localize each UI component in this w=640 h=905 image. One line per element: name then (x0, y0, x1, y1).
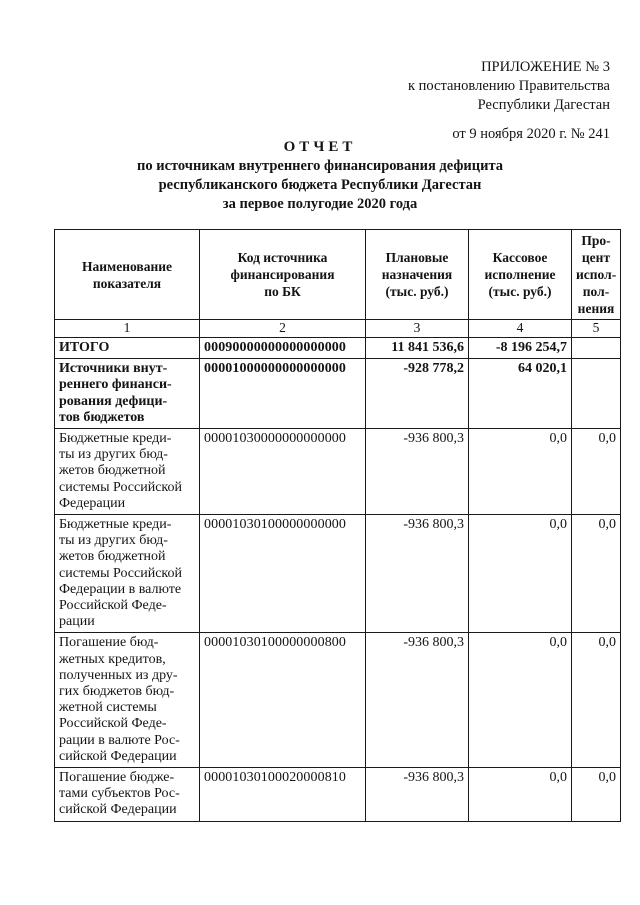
report-subtitle-2: республиканского бюджета Республики Дагестан (158, 177, 482, 193)
column-number: 3 (366, 320, 469, 338)
table-row-total (55, 338, 621, 359)
row-planned: -936 800,3 (366, 429, 469, 515)
row-name: Погашение бюдже- тами субъектов Рос- сийской Федерации (55, 768, 200, 822)
report-subtitle-3: за первое полугодие 2020 года (222, 196, 418, 212)
row-name: ИТОГО (55, 338, 200, 359)
header-percent: Про- цент испол- пол- нения (572, 230, 621, 320)
row-code: 00090000000000000000 (200, 338, 366, 359)
row-planned: -936 800,3 (366, 633, 469, 768)
row-executed: -8 196 254,7 (469, 338, 572, 359)
column-number-row (55, 320, 621, 338)
table-row (55, 429, 621, 515)
row-percent (572, 338, 621, 359)
row-executed: 64 020,1 (469, 359, 572, 429)
row-planned: -928 778,2 (366, 359, 469, 429)
report-title-block (60, 138, 580, 214)
column-number: 5 (572, 320, 621, 338)
column-number: 1 (55, 320, 200, 338)
row-executed: 0,0 (469, 429, 572, 515)
row-name: Бюджетные креди- ты из других бюд- жетов бюджетной системы Российской Федерации в валюте Российской Феде- рации (55, 515, 200, 633)
appendix-number: ПРИЛОЖЕНИЕ № 3 (481, 59, 610, 75)
row-percent: 0,0 (572, 515, 621, 633)
row-planned: -936 800,3 (366, 768, 469, 822)
row-executed: 0,0 (469, 633, 572, 768)
column-number: 4 (469, 320, 572, 338)
column-number: 2 (200, 320, 366, 338)
row-code: 00001030100000000800 (200, 633, 366, 768)
row-code: 00001030100020000810 (200, 768, 366, 822)
table-row (55, 768, 621, 822)
row-code: 00001030100000000000 (200, 515, 366, 633)
row-executed: 0,0 (469, 515, 572, 633)
appendix-resolution: к постановлению Правительства (408, 78, 610, 94)
row-name: Бюджетные креди- ты из других бюд- жетов бюджетной системы Российской Федерации (55, 429, 200, 515)
row-percent: 0,0 (572, 768, 621, 822)
row-name: Источники внут- реннего финанси- рования дефици- тов бюджетов (55, 359, 200, 429)
row-executed: 0,0 (469, 768, 572, 822)
row-percent (572, 359, 621, 429)
row-planned: -936 800,3 (366, 515, 469, 633)
appendix-block (360, 58, 610, 144)
row-code: 00001030000000000000 (200, 429, 366, 515)
appendix-date: от 9 ноября 2020 г. № 241 (452, 126, 610, 142)
header-planned: Плановые назначения (тыс. руб.) (366, 230, 469, 320)
header-executed: Кассовое исполнение (тыс. руб.) (469, 230, 572, 320)
table-row (55, 359, 621, 429)
row-planned: 11 841 536,6 (366, 338, 469, 359)
report-subtitle-1: по источникам внутреннего финансирования дефицита (136, 158, 504, 174)
header-name: Наименование показателя (55, 230, 200, 320)
table-header-row (55, 230, 621, 320)
table-row (55, 515, 621, 633)
table-row (55, 633, 621, 768)
report-title: ОТЧЕТ (283, 139, 357, 155)
row-percent: 0,0 (572, 429, 621, 515)
row-percent: 0,0 (572, 633, 621, 768)
report-table (54, 229, 621, 822)
row-code: 00001000000000000000 (200, 359, 366, 429)
header-code: Код источника финансирования по БК (200, 230, 366, 320)
appendix-government: Республики Дагестан (477, 97, 610, 113)
row-name: Погашение бюд- жетных кредитов, полученных из дру- гих бюджетов бюд- жетной системы Российской Феде- рации в валюте Рос- сийской Федерации (55, 633, 200, 768)
